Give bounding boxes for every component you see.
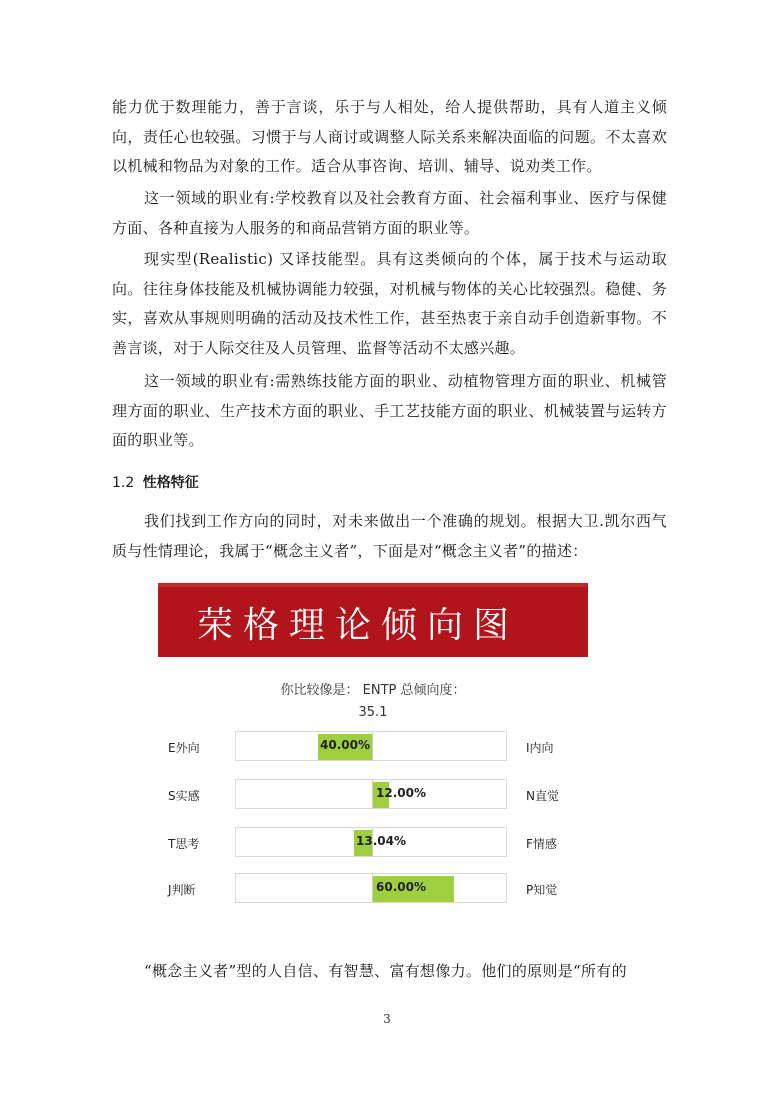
paragraph-1: 能力优于数理能力，善于言谈，乐于与人相处，给人提供帮助，具有人道主义倾向，责任心也较强。习惯于与人商讨或调整人际关系来解决面临的问题。不太喜欢以机械和物品为对象的工作。适合从事咨询、培训、辅导、说劝类工作。: [112, 98, 667, 175]
summary-total-value: 35.1: [358, 705, 388, 720]
row-left-label: E外向: [168, 741, 200, 755]
page-number: 3: [383, 1012, 391, 1026]
section-number: 1.2: [112, 475, 135, 491]
row-right-label: I内向: [526, 741, 554, 755]
chart-title: 荣格理论倾向图: [196, 605, 519, 646]
jung-tendency-chart: [158, 583, 618, 923]
row-right-label: P知觉: [526, 883, 558, 897]
row-right-label: F情感: [526, 837, 557, 851]
row-left-label: J判断: [168, 883, 196, 897]
paragraph-3: 现实型(Realistic) 又译技能型。具有这类倾向的个体，属于技术与运动取向。往往身体技能及机械协调能力较强，对机械与物体的关心比较强烈。稳健、务实，喜欢从事规则明确的活动及技术性工作，甚至热衷于亲自动手创造新事物。不善言谈，对于人际交往及人员管理、监督等活动不太感兴趣。: [112, 250, 667, 357]
summary-type: ENTP: [362, 683, 397, 698]
chart-row: [158, 731, 618, 763]
section-heading: [112, 472, 199, 492]
left-bar-box: [235, 827, 372, 857]
chart-row: [158, 873, 618, 905]
bar-value-label: 40.00%: [320, 738, 370, 752]
paragraph-6: “概念主义者”型的人自信、有智慧、富有想像力。他们的原则是“所有的: [144, 962, 627, 980]
bar-value-label: 13.04%: [356, 834, 406, 848]
row-right-label: N直觉: [526, 789, 559, 803]
row-left-label: T思考: [168, 837, 200, 851]
bar-value-label: 12.00%: [376, 786, 426, 800]
row-left-label: S实感: [168, 789, 200, 803]
left-bar-box: [235, 873, 372, 903]
bar-value-label: 60.00%: [376, 880, 426, 894]
right-bar-box: [372, 731, 507, 761]
paragraph-4: 这一领域的职业有:需熟练技能方面的职业、动植物管理方面的职业、机械管理方面的职业、生产技术方面的职业、手工艺技能方面的职业、机械装置与运转方面的职业等。: [112, 372, 667, 449]
paragraph-2: 这一领域的职业有:学校教育以及社会教育方面、社会福利事业、医疗与保健方面、各种直接为人服务的和商品营销方面的职业等。: [112, 189, 667, 237]
summary-total-label: 总倾向度：: [400, 683, 466, 698]
chart-row: [158, 827, 618, 859]
section-title: 性格特征: [142, 475, 199, 491]
chart-row: [158, 779, 618, 811]
summary-label: 你比较像是：: [280, 683, 359, 698]
paragraph-5: 我们找到工作方向的同时，对未来做出一个准确的规划。根据大卫.凯尔西气质与性情理论，我属于“概念主义者”，下面是对“概念主义者”的描述：: [112, 512, 667, 560]
chart-summary: [158, 679, 588, 698]
chart-banner: [158, 583, 588, 657]
left-bar-box: [235, 779, 372, 809]
